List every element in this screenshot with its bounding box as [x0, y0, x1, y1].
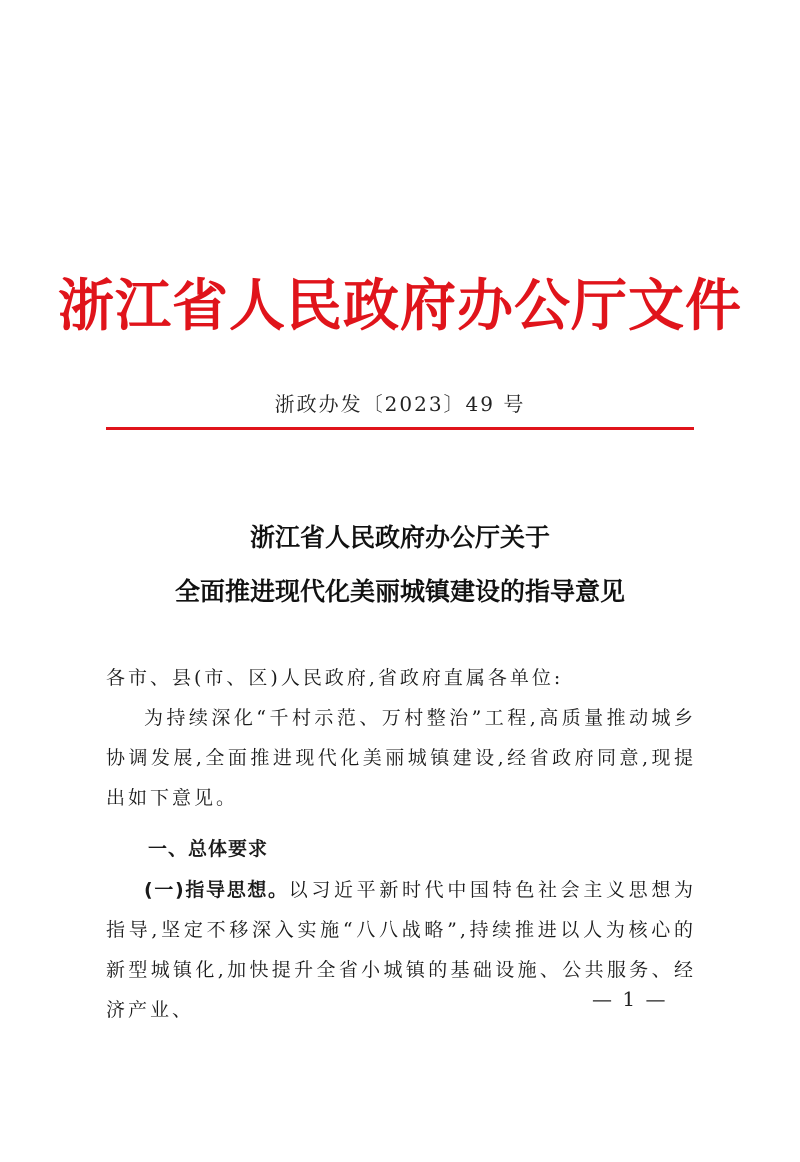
document-title-line-2: 全面推进现代化美丽城镇建设的指导意见 — [174, 577, 625, 606]
section-heading: 一、总体要求 — [148, 838, 269, 860]
masthead-title: 浙江省人民政府办公厅文件 — [58, 273, 742, 339]
page-number: — 1 — — [592, 987, 668, 1011]
document-title-line-1: 浙江省人民政府办公厅关于 — [249, 523, 550, 552]
item-text: 以习近平新时代中国特色社会主义思想为指导,坚定不移深入实施“八八战略”,持续推进以人为核心的新型城镇化,加快提升全省小城镇的基础设施、公共服务、经济产业、 — [106, 879, 696, 1021]
item-label: (一)指导思想。 — [144, 879, 289, 901]
salutation: 各市、县(市、区)人民政府,省政府直属各单位: — [106, 667, 564, 689]
document-number: 浙政办发〔2023〕49 号 — [274, 392, 526, 416]
intro-paragraph: 为持续深化“千村示范、万村整治”工程,高质量推动城乡协调发展,全面推进现代化美丽城镇建设,经省政府同意,现提出如下意见。 — [106, 707, 696, 809]
red-divider-line — [106, 427, 694, 430]
